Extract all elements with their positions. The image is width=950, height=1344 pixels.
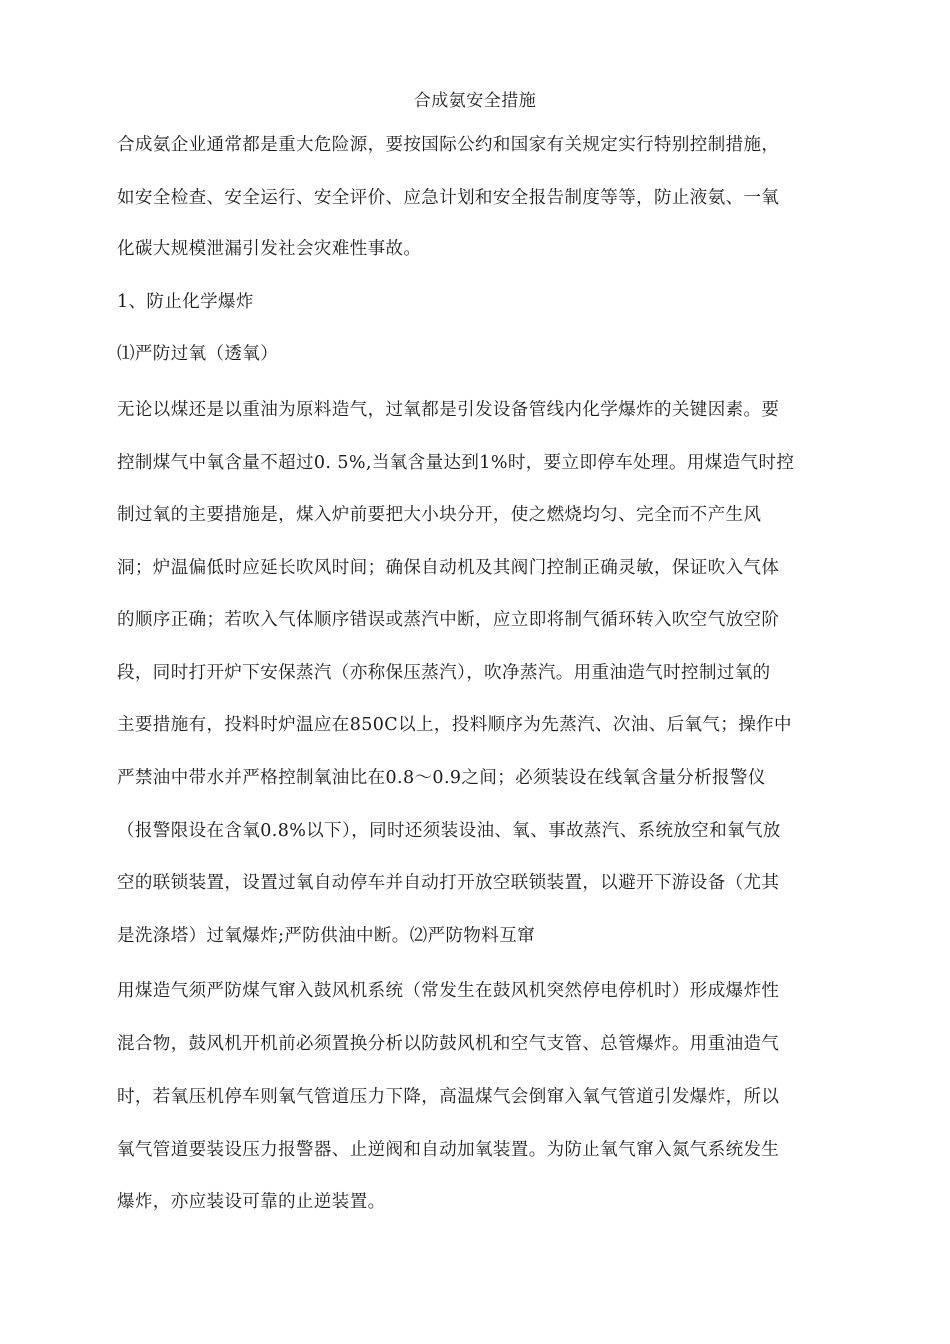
paragraph-line: 洞；炉温偏低时应延长吹风时间；确保自动机及其阀门控制正确灵敏，保证吹入气体 bbox=[117, 558, 780, 578]
paragraph-line: （报警限设在含氧0.8%以下），同时还须装设油、氧、事故蒸汽、系统放空和氧气放 bbox=[117, 821, 781, 841]
paragraph-line: 合成氨企业通常都是重大危险源，要按国际公约和国家有关规定实行特别控制措施， bbox=[117, 135, 780, 155]
subsection-heading: ⑴严防过氧（透氧） bbox=[117, 344, 279, 364]
paragraph-line: 制过氧的主要措施是，煤入炉前要把大小块分开，使之燃烧均匀、完全而不产生风 bbox=[117, 505, 762, 525]
paragraph-line: 严禁油中带水并严格控制氧油比在0.8〜0.9之间；必须装设在线氧含量分析报警仪 bbox=[117, 768, 766, 788]
paragraph-line: 空的联锁装置，设置过氧自动停车并自动打开放空联锁装置，以避开下游设备（尤其 bbox=[117, 873, 780, 893]
paragraph-line: 无论以煤还是以重油为原料造气，过氧都是引发设备管线内化学爆炸的关键因素。要 bbox=[117, 400, 780, 420]
paragraph-line: 主要措施有，投料时炉温应在850C以上，投料顺序为先蒸汽、次油、后氧气；操作中 bbox=[117, 715, 792, 735]
paragraph-line: 爆炸，亦应装设可靠的止逆装置。 bbox=[117, 1192, 386, 1212]
paragraph-line: 混合物，鼓风机开机前必须置换分析以防鼓风机和空气支管、总管爆炸。用重油造气 bbox=[117, 1034, 780, 1054]
paragraph-line: 如安全检查、安全运行、安全评价、应急计划和安全报告制度等等，防止液氨、一氧 bbox=[117, 188, 780, 208]
paragraph-line: 用煤造气须严防煤气窜入鼓风机系统（常发生在鼓风机突然停电停机时）形成爆炸性 bbox=[117, 981, 780, 1001]
paragraph-line: 控制煤气中氧含量不超过0. 5%,当氧含量达到1%时，要立即停车处理。用煤造气时控 bbox=[117, 453, 795, 473]
paragraph-line: 段，同时打开炉下安保蒸汽（亦称保压蒸汽），吹净蒸汽。用重油造气时控制过氧的 bbox=[117, 663, 771, 683]
paragraph-line: 时，若氧压机停车则氧气管道压力下降，高温煤气会倒窜入氧气管道引发爆炸，所以 bbox=[117, 1087, 780, 1107]
paragraph-line: 化碳大规模泄漏引发社会灾难性事故。 bbox=[117, 239, 422, 259]
document-title: 合成氨安全措施 bbox=[413, 91, 537, 111]
paragraph-line: 是洗涤塔）过氧爆炸;严防供油中断。⑵严防物料互窜 bbox=[117, 926, 535, 946]
section-heading: 1、防止化学爆炸 bbox=[117, 292, 254, 312]
paragraph-line: 氧气管道要装设压力报警器、止逆阀和自动加氧装置。为防止氧气窜入氮气系统发生 bbox=[117, 1140, 780, 1160]
paragraph-line: 的顺序正确；若吹入气体顺序错误或蒸汽中断，应立即将制气循环转入吹空气放空阶 bbox=[117, 610, 780, 630]
